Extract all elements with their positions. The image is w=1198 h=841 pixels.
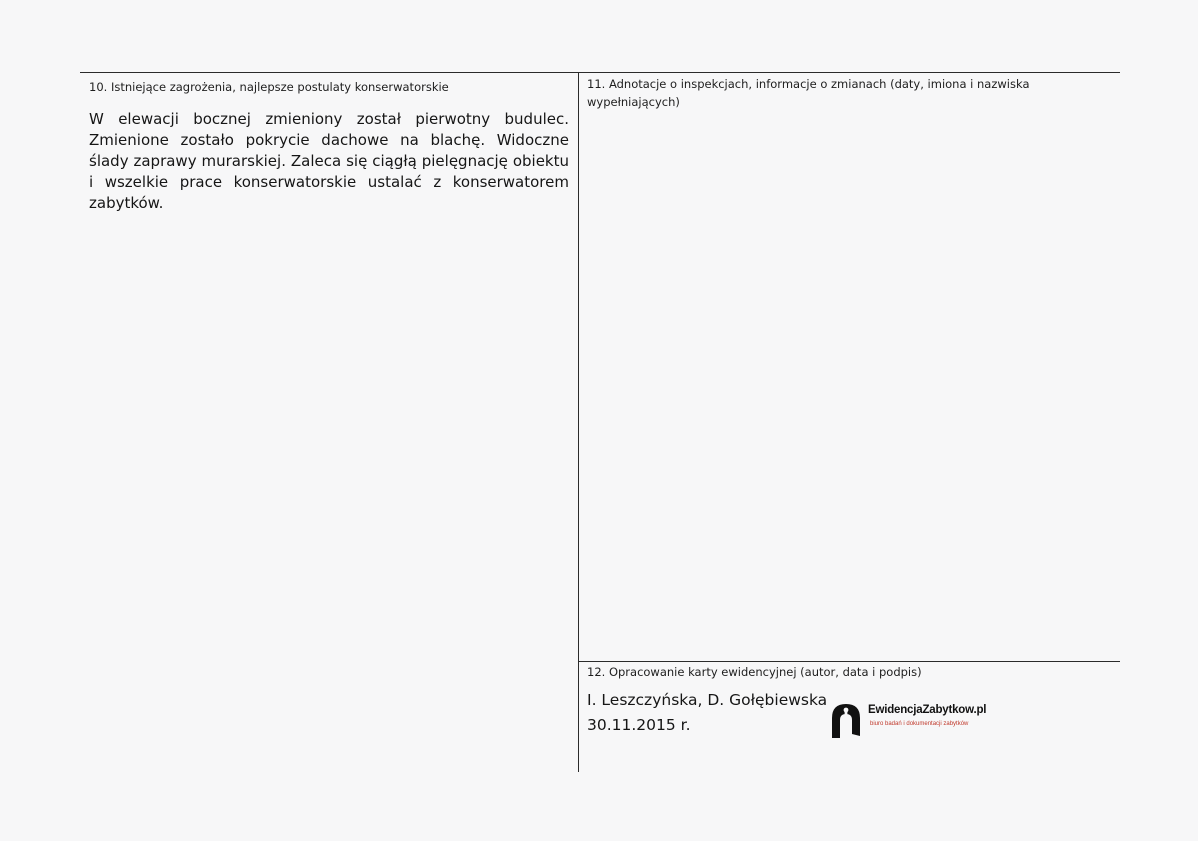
ewidencjazabytkow-logo-icon — [830, 700, 862, 740]
section-11-heading-line1: 11. Adnotacje o inspekcjach, informacje o zmianach (daty, imiona i nazwiska — [587, 77, 1030, 91]
section-11-heading — [587, 75, 1107, 111]
section-10-body: W elewacji bocznej zmieniony został pierwotny budulec. Zmienione zostało pokrycie dachowe na blachę. Widoczne ślady zaprawy murarskiej. Zaleca się ciągłą pielęgnację obiektu i wszelkie prace konserwatorskie ustalać z konserwatorem zabytków. — [89, 110, 569, 212]
top-rule — [80, 72, 1120, 73]
column-divider — [578, 72, 579, 772]
section-10-heading: 10. Istniejące zagrożenia, najlepsze postulaty konserwatorskie — [89, 80, 449, 94]
logo-tagline: biuro badań i dokumentacji zabytków — [870, 721, 969, 727]
section-12-heading: 12. Opracowanie karty ewidencyjnej (autor, data i podpis) — [587, 665, 922, 679]
section-12-authors: I. Leszczyńska, D. Gołębiewska — [587, 691, 828, 709]
section-12-rule — [578, 661, 1120, 662]
section-12-date: 30.11.2015 r. — [587, 716, 691, 734]
section-11-heading-line2: wypełniających) — [587, 95, 680, 109]
ewidencjazabytkow-logo — [830, 700, 1000, 740]
logo-name: EwidencjaZabytkow.pl — [868, 704, 987, 716]
